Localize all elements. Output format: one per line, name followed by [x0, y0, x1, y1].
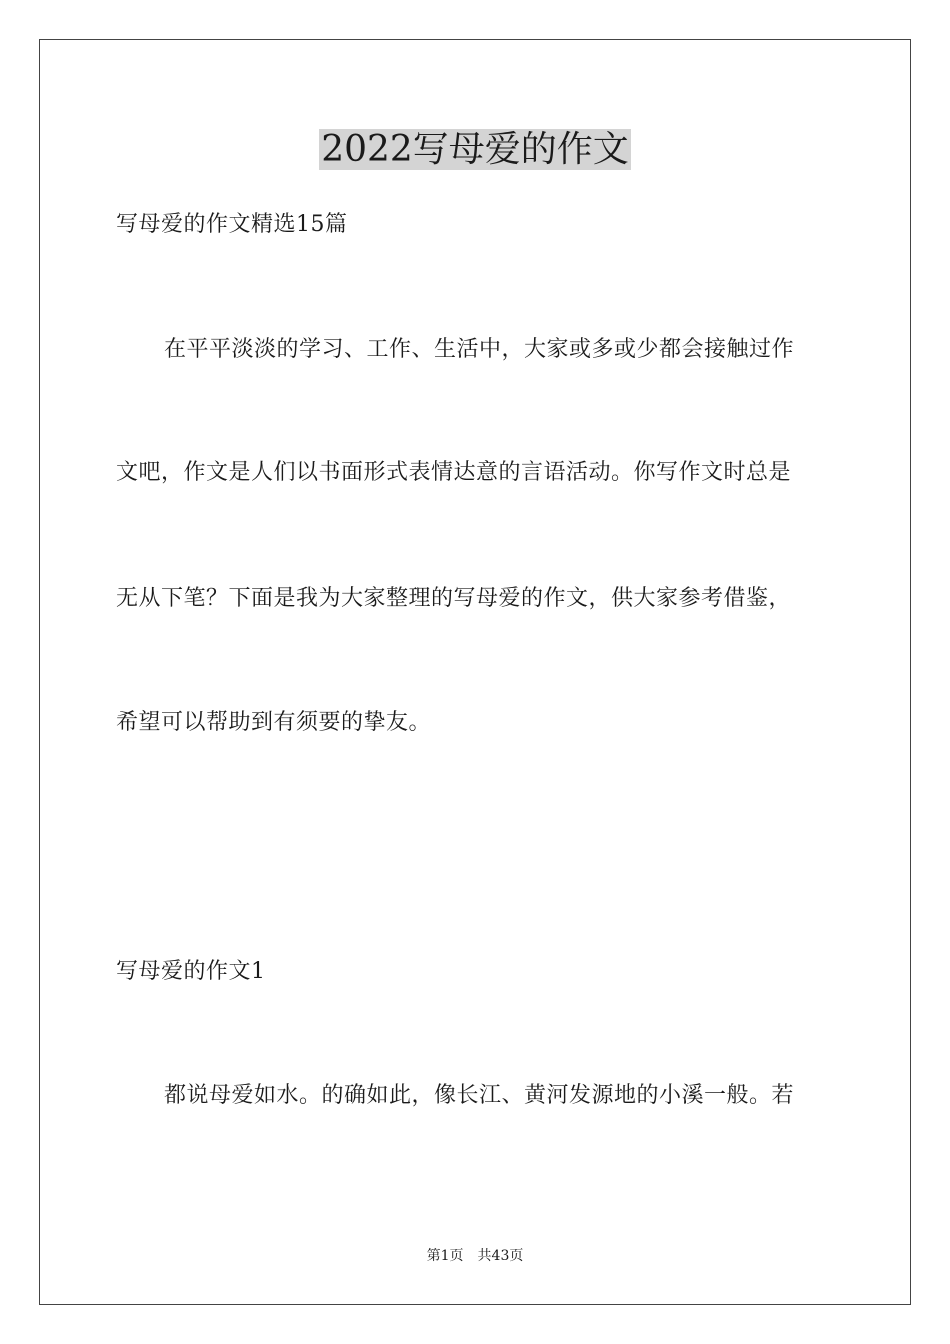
- section-heading: 写母爱的作文1: [116, 959, 266, 984]
- document-title: [0, 128, 950, 172]
- paragraph-line: 在平平淡淡的学习、工作、生活中，大家或多或少都会接触过作: [164, 337, 795, 362]
- document-title-text: 2022写母爱的作文: [321, 129, 629, 170]
- page-number: 第1页: [426, 1248, 464, 1264]
- paragraph-line: 文吧，作文是人们以书面形式表情达意的言语活动。你写作文时总是: [116, 460, 792, 485]
- paragraph-line: 都说母爱如水。的确如此，像长江、黄河发源地的小溪一般。若: [164, 1083, 795, 1108]
- document-subtitle: 写母爱的作文精选15篇: [116, 212, 348, 237]
- page-total: 共43页: [477, 1248, 524, 1264]
- page-footer: [0, 1246, 950, 1266]
- paragraph-line: 希望可以帮助到有须要的挚友。: [116, 710, 432, 735]
- paragraph-line: 无从下笔？下面是我为大家整理的写母爱的作文，供大家参考借鉴，: [116, 586, 792, 611]
